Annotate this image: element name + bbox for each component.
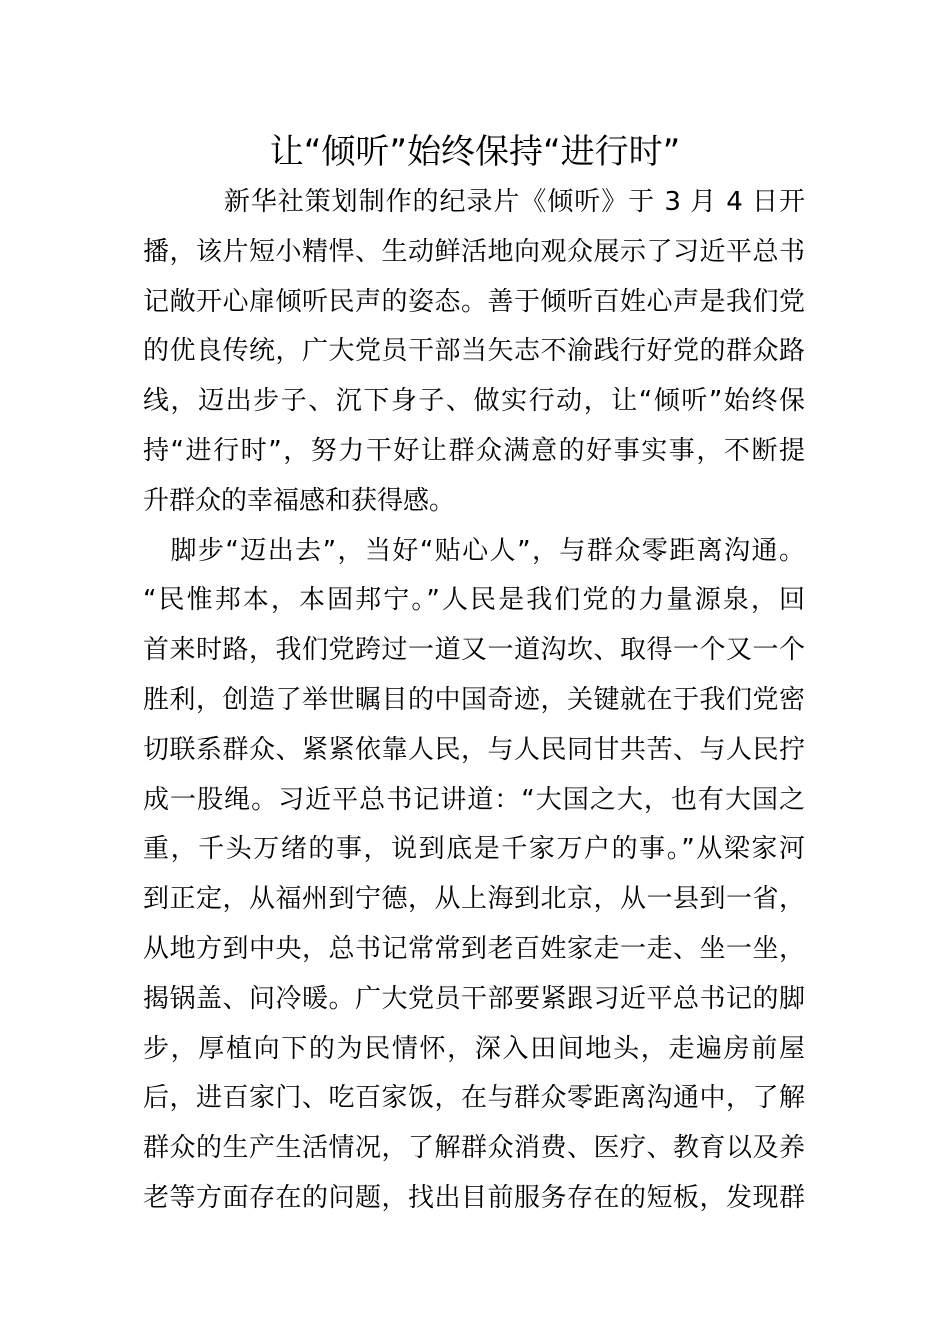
article-body	[143, 178, 805, 1224]
text-line: 老等方面存在的问题，找出目前服务存在的短板，发现群	[143, 1182, 805, 1213]
text-line: 步，厚植向下的为民情怀，深入田间地头，走遍房前屋	[143, 1033, 805, 1064]
text-line: 群众的生产生活情况，了解群众消费、医疗、教育以及养	[143, 1133, 805, 1164]
text-line: 的优良传统，广大党员干部当矢志不渝践行好党的群众路	[143, 336, 805, 367]
text-line: 成一股绳。习近平总书记讲道：“大国之大，也有大国之	[143, 784, 805, 815]
text-line: 从地方到中央，总书记常常到老百姓家走一走、坐一坐，	[143, 933, 805, 964]
text-line: 线，迈出步子、沉下身子、做实行动，让“倾听”始终保	[143, 386, 805, 417]
text-line: 到正定，从福州到宁德，从上海到北京，从一县到一省，	[143, 884, 805, 915]
text-line: 脚步“迈出去”，当好“贴心人”，与群众零距离沟通。	[143, 535, 805, 566]
text-line: 首来时路，我们党跨过一道又一道沟坎、取得一个又一个	[143, 635, 805, 666]
text-line: 记敞开心扉倾听民声的姿态。善于倾听百姓心声是我们党	[143, 286, 805, 317]
text-line: 升群众的幸福感和获得感。	[143, 485, 456, 516]
text-line: 新华社策划制作的纪录片《倾听》于 3 月 4 日开	[143, 187, 805, 217]
text-line: 持“进行时”，努力干好让群众满意的好事实事，不断提	[143, 435, 805, 466]
article-title: 让“倾听”始终保持“进行时”	[269, 132, 681, 172]
text-line: 胜利，创造了举世瞩目的中国奇迹，关键就在于我们党密	[143, 684, 805, 715]
text-line: 切联系群众、紧紧依靠人民，与人民同甘共苦、与人民拧	[143, 734, 805, 765]
text-line: 重，千头万绪的事，说到底是千家万户的事。”从梁家河	[143, 834, 805, 865]
text-line: 后，进百家门、吃百家饭，在与群众零距离沟通中，了解	[143, 1083, 805, 1114]
text-line: 揭锅盖、问冷暖。广大党员干部要紧跟习近平总书记的脚	[143, 983, 805, 1014]
text-line: 播，该片短小精悍、生动鲜活地向观众展示了习近平总书	[143, 236, 805, 267]
text-line: “民惟邦本，本固邦宁。”人民是我们党的力量源泉，回	[143, 585, 805, 616]
